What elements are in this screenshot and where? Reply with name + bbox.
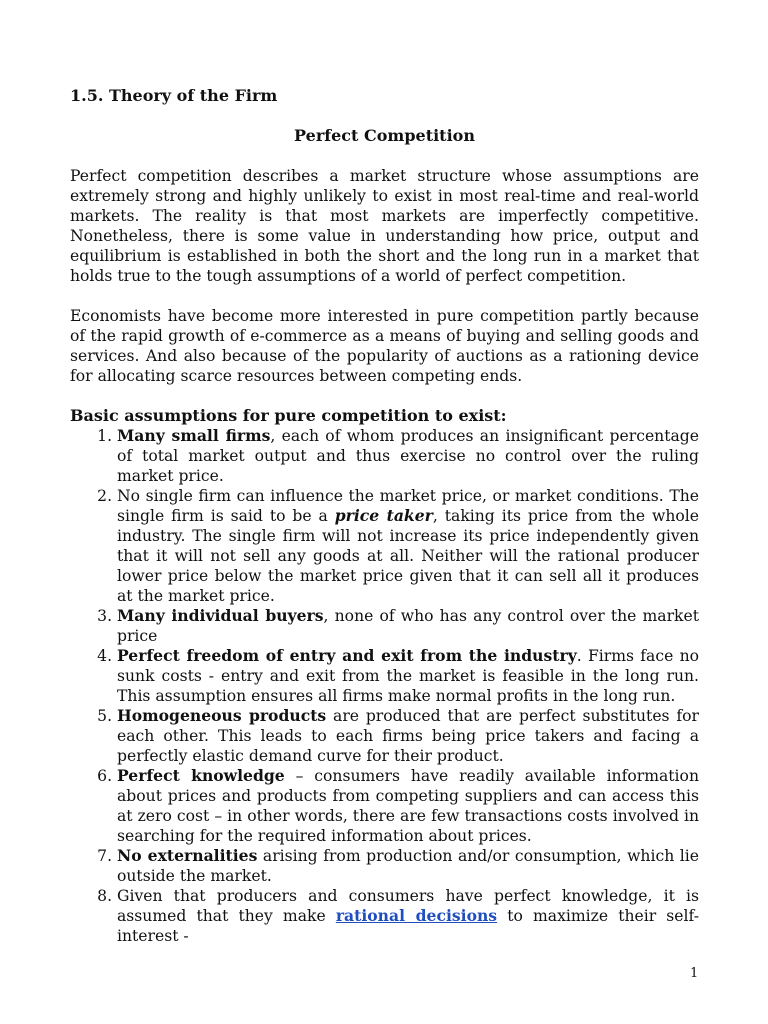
paragraph-economists: Economists have become more interested in pure competition partly because of the rapid growth of e-commerce as a means of buying and selling goods and services. And also because of the popularity of auctions as a rationing device for allocating scarce resources between competing ends. <box>70 307 699 385</box>
item-text: . Firms face no sunk costs - entry and exit from the market is feasible in the long run. This assumption ensures all firms make normal profits in the long run. <box>117 647 700 705</box>
assumptions-heading: Basic assumptions for pure competition to exist: <box>70 406 507 425</box>
item-text: No single firm can influence the market price, or market conditions. The single firm is said to be a <box>117 487 699 525</box>
page-number: 1 <box>690 966 699 981</box>
paragraph-intro: Perfect competition describes a market structure whose assumptions are extremely strong and highly unlikely to exist in most real-time and real-world markets. The reality is that most markets are imperfectly competitive. Nonetheless, there is some value in understanding how price, output and equilibrium is established in both the short and the long run in a market that holds true to the tough assumptions of a world of perfect competition. <box>70 167 699 285</box>
list-item <box>117 606 699 646</box>
term: Many small firms <box>117 426 271 445</box>
item-text: – consumers have readily available information about prices and products from competing suppliers and can access this at zero cost – in other words, there are few transactions costs involved in searching for the required information about prices. <box>117 767 699 845</box>
term-price-taker: price taker <box>334 506 433 525</box>
rational-decisions-link[interactable]: rational decisions <box>335 906 498 925</box>
list-item <box>117 706 699 766</box>
page-title: Perfect Competition <box>294 126 475 145</box>
list-item <box>117 886 699 946</box>
term: No externalities <box>117 846 258 865</box>
term: Homogeneous products <box>117 706 327 725</box>
item-text: to maximize their self-interest - <box>117 907 700 945</box>
term: Perfect freedom of entry and exit from the industry <box>117 646 577 665</box>
list-item <box>117 766 699 846</box>
item-text: , each of whom produces an insignificant percentage of total market output and thus exercise no control over the ruling market price. <box>117 427 699 485</box>
section-heading: 1.5. Theory of the Firm <box>70 86 278 105</box>
item-text: , none of who has any control over the market price <box>117 607 699 645</box>
item-text: arising from production and/or consumption, which lie outside the market. <box>117 847 699 885</box>
list-item <box>117 646 699 706</box>
term: Perfect knowledge <box>117 766 285 785</box>
item-text: Given that producers and consumers have perfect knowledge, it is assumed that they make <box>117 887 699 925</box>
list-item <box>117 426 699 486</box>
assumptions-list <box>70 426 699 946</box>
term: Many individual buyers <box>117 606 324 625</box>
list-item <box>117 486 699 606</box>
list-item <box>117 846 699 886</box>
item-text: are produced that are perfect substitutes for each other. This leads to each firms being price takers and facing a perfectly elastic demand curve for their product. <box>117 707 699 765</box>
document-page <box>70 86 699 946</box>
item-text: , taking its price from the whole industry. The single firm will not increase its price independently given that it will not sell any goods at all. Neither will the rational producer lower price below the market price given that it can sell all it produces at the market price. <box>117 507 699 605</box>
